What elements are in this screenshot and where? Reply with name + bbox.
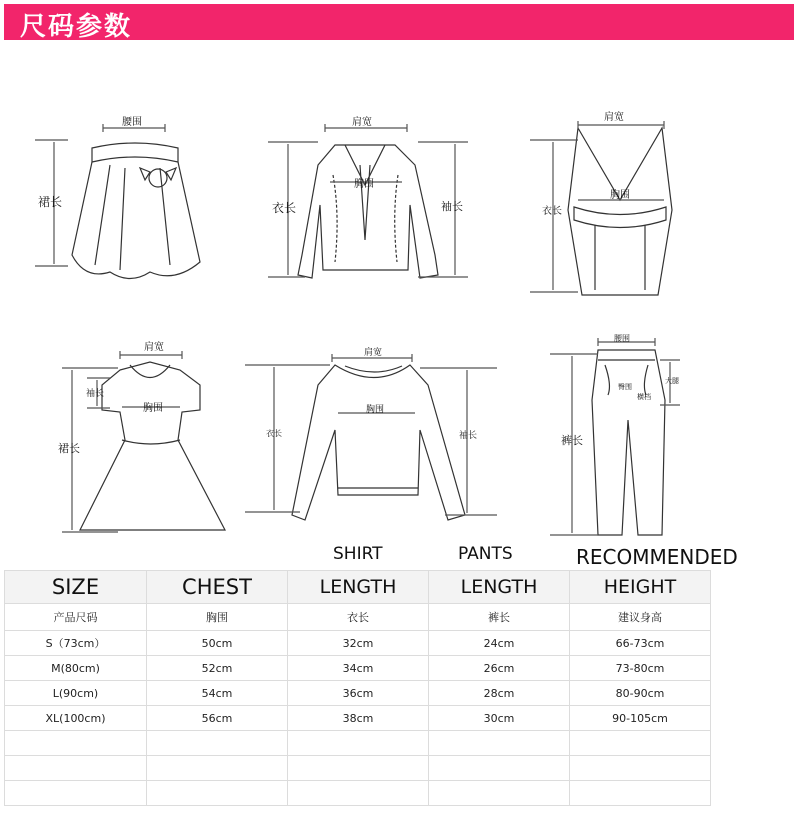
table-cell: 28cm: [429, 681, 570, 706]
jacket-length-label: 衣长: [272, 201, 297, 215]
table-row: [5, 706, 711, 731]
dress-illustration: [62, 351, 225, 532]
table-cell: [5, 756, 147, 781]
jacket-illustration: [268, 124, 468, 278]
table-cell: 24cm: [429, 631, 570, 656]
table-cell: 32cm: [288, 631, 429, 656]
table-row: [5, 656, 711, 681]
table-cell: 54cm: [147, 681, 288, 706]
table-cn-header-row: [5, 604, 711, 631]
table-cell: 90-105cm: [570, 706, 711, 731]
table-cell: 73-80cm: [570, 656, 711, 681]
table-cell: [147, 731, 288, 756]
dress-chest-label: 胸围: [143, 403, 163, 414]
vest-length-label: 衣长: [542, 206, 562, 217]
table-cell: [5, 781, 147, 806]
table-cell: XL(100cm): [5, 706, 147, 731]
recommended-label: RECOMMENDED: [576, 545, 738, 569]
sweater-shoulder-label: 肩宽: [364, 348, 383, 358]
table-header-row: [5, 571, 711, 604]
table-cell: [288, 781, 429, 806]
table-cell: [288, 731, 429, 756]
table-row: [5, 681, 711, 706]
table-cell: [429, 781, 570, 806]
cn-header-cell: 建议身高: [570, 604, 711, 631]
table-cell: [147, 781, 288, 806]
pants-rise-label: 臀围: [618, 383, 632, 391]
pants-length-label: 裤长: [561, 434, 583, 447]
dress-shoulder-label: 肩宽: [144, 342, 164, 353]
table-cell: L(90cm): [5, 681, 147, 706]
table-cell: 38cm: [288, 706, 429, 731]
table-cell: 52cm: [147, 656, 288, 681]
size-table: [4, 570, 711, 806]
table-cell: 34cm: [288, 656, 429, 681]
size-header: SIZE: [5, 571, 147, 604]
sweater-sleeve-label: 袖长: [459, 431, 478, 441]
page-title: 尺码参数: [20, 12, 133, 42]
pants-thigh-label: 大腿: [665, 377, 679, 385]
table-cell: 36cm: [288, 681, 429, 706]
cn-header-cell: 产品尺码: [5, 604, 147, 631]
table-cell: 50cm: [147, 631, 288, 656]
table-cell: [429, 756, 570, 781]
table-cell: [5, 731, 147, 756]
table-cell: [147, 756, 288, 781]
table-cell: [570, 756, 711, 781]
chest-header: CHEST: [147, 571, 288, 604]
pants-length-header: LENGTH: [429, 571, 570, 604]
table-cell: [288, 756, 429, 781]
dress-sleeve-label: 袖长: [86, 389, 105, 399]
jacket-sleeve-label: 袖长: [441, 200, 463, 213]
cn-header-cell: 胸围: [147, 604, 288, 631]
height-header: HEIGHT: [570, 571, 711, 604]
pants-waist-label: 腰围: [614, 334, 630, 343]
jacket-chest-label: 胸围: [354, 179, 374, 190]
sweater-length-label: 衣长: [266, 429, 282, 438]
pants-label: PANTS: [458, 544, 513, 564]
table-cell: 30cm: [429, 706, 570, 731]
cn-header-cell: 裤长: [429, 604, 570, 631]
cn-header-cell: 衣长: [288, 604, 429, 631]
table-cell: [570, 731, 711, 756]
table-row: [5, 756, 711, 781]
table-row: [5, 631, 711, 656]
table-row: [5, 731, 711, 756]
jacket-shoulder-label: 肩宽: [352, 117, 372, 128]
sweater-chest-label: 胸围: [366, 405, 385, 415]
table-cell: 66-73cm: [570, 631, 711, 656]
vest-shoulder-label: 肩宽: [604, 112, 624, 123]
dress-length-label: 裙长: [58, 442, 80, 455]
shirt-length-header: LENGTH: [288, 571, 429, 604]
table-cell: M(80cm): [5, 656, 147, 681]
skirt-waist-label: 腰围: [122, 117, 142, 128]
table-cell: 26cm: [429, 656, 570, 681]
table-cell: 80-90cm: [570, 681, 711, 706]
vest-chest-label: 胸围: [610, 190, 630, 201]
table-cell: [570, 781, 711, 806]
skirt-length-label: 裙长: [38, 195, 63, 209]
table-row: [5, 781, 711, 806]
table-cell: 56cm: [147, 706, 288, 731]
shirt-label: SHIRT: [333, 544, 383, 564]
table-cell: [429, 731, 570, 756]
pants-hip-label: 横档: [637, 393, 651, 401]
table-cell: S（73cm）: [5, 631, 147, 656]
